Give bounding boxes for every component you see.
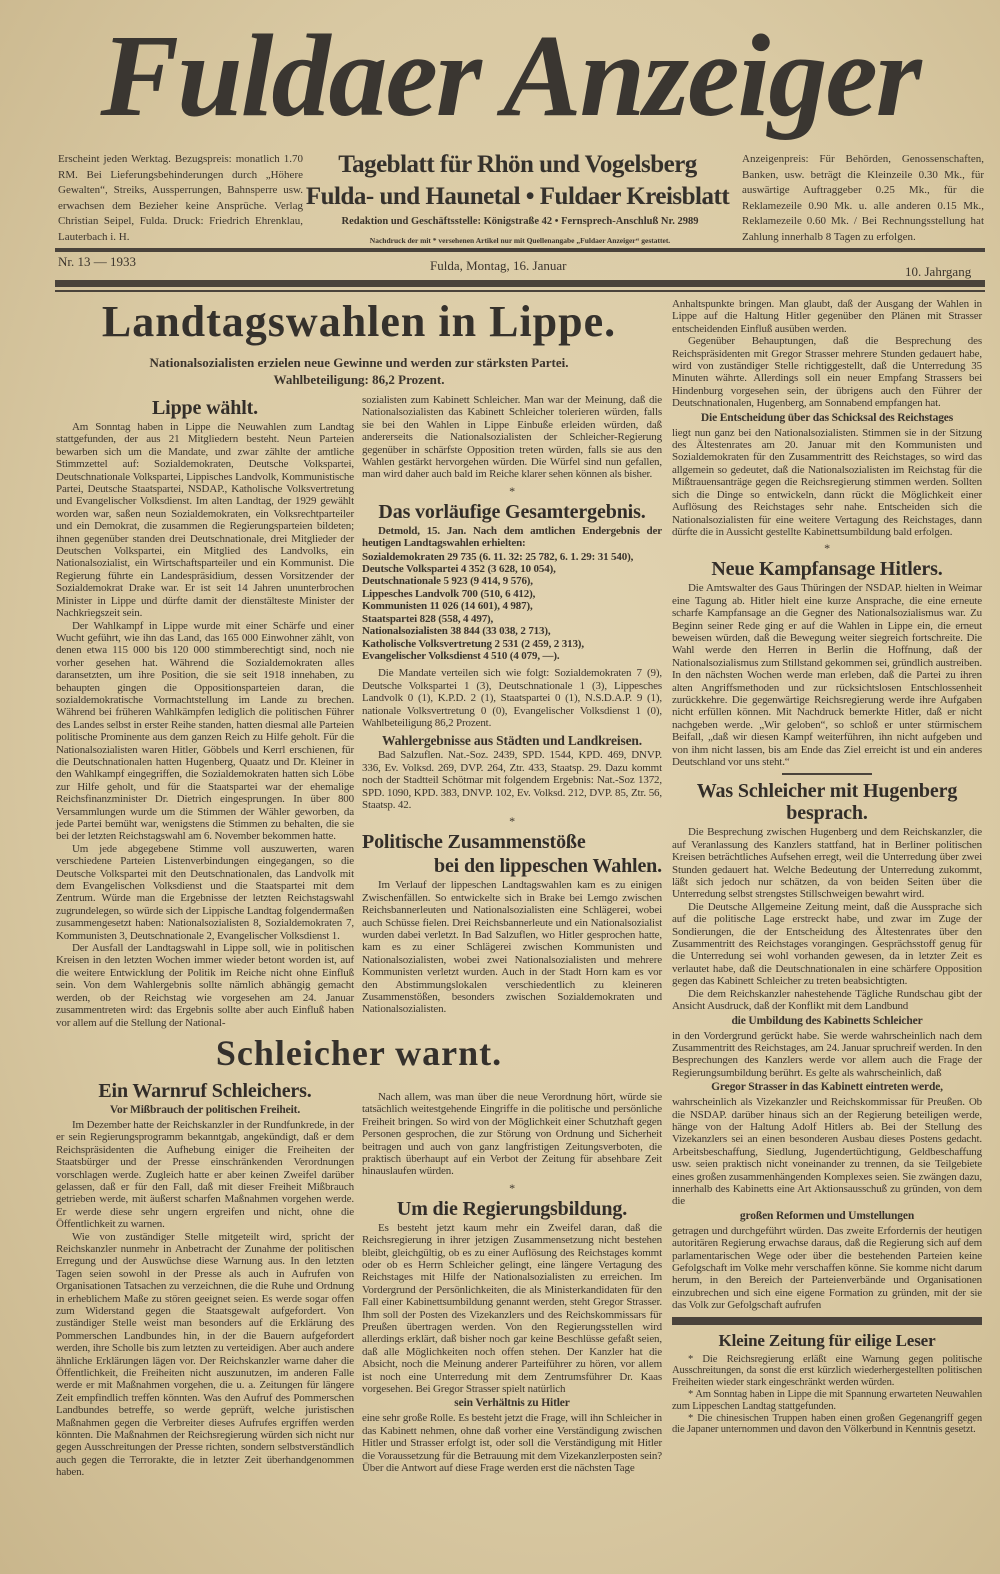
masthead-title: Fuldaer Anzeiger (100, 10, 920, 141)
column-3 (672, 298, 982, 1436)
subheading: Die Entscheidung über das Schicksal des Reichstages (700, 411, 954, 424)
second-headline: Schleicher warnt. (215, 1032, 503, 1073)
paragraph: Anhaltspunkte bringen. Man glaubt, daß der Ausgang der Wahlen in Lippe auf die Haltung Hitler gegenüber den Plänen mit Strasser entscheidenden Einfluß ausüben werden. (672, 298, 982, 335)
lead-subline-2: Wahlbeteiligung: 86,2 Prozent. (273, 372, 445, 387)
editorial-address: Redaktion und Geschäftsstelle: Königstraße 42 • Fernsprech-Anschluß Nr. 2989 (341, 216, 699, 227)
subheading: die Umbildung des Kabinetts Schleicher (731, 1014, 923, 1027)
paragraph: Die Mandate verteilen sich wie folgt: Sozialdemokraten 7 (9), Deutsche Volkspartei 1 (3), Deutschnationale 1 (3), Lippesches Landvolk 0 (1), K.P.D. 2 (1), Staatspartei 0 (1), N.S.D.A.P. 9 (1), nationale Volksvertretung 0 (0), Evangelischer Volksdienst 1 (0), Wahlbeteiligung 86,2 Prozent. (362, 667, 662, 729)
paragraph: Die Amtswalter des Gaus Thüringen der NSDAP. hielten in Weimar eine Tagung ab. Hitler hielt eine kurze Ansprache, die eine erneute scharfe Kampfansage an die Gegner des Nationalsozialismus war. Zu Beginn seiner Rede ging er auf die Wahlen in Lippe ein, die erneut beweisen würden, daß die Bewegung weiter siegreich fortschreite. Die Wahl werde den Herren in Berlin die Hoffnung, daß der Nationalsozialismus zum Stillstand gekommen sei, gründlich austreiben. In den nächsten Wochen werde man erleben, daß die Partei zu ihren alten Angriffsmethoden und zur rücksichtslosen Entschlossenheit zurückkehre. Die gegenwärtige Reichsregierung werde ihre Aufgaben nicht erfüllen können. Mit Nachdruck bemerkte Hitler, daß er nicht nachgeben werde. „Wir geloben“, so schloß er unter stürmischem Beifall, „daß wir diesen Kampf weiterführen, ihn nicht aufgeben und von ihm nicht lassen, bis am Ende das Ziel erreicht ist und ein anderes Deutschland vor uns steht.“ (672, 582, 982, 768)
divider (782, 773, 872, 775)
section-separator: * (509, 483, 515, 498)
paragraph: wahrscheinlich als Vizekanzler und Reichskommissar für Preußen. Ob die NSDAP. darüber hinaus sich an der Regierung beteiligen werde, hänge von der Haltung Adolf Hitlers ab. Bei der Stellung des Vizekanzlers sei an einen besonderen Ausbau dieses Postens gedacht. Arbeitsbeschaffung, Siedlung, Jugendertüchtigung, Geldbeschaffung usw. seien praktisch nicht voneinander zu trennen, da sie Teilgebiete eines großen zusammenhängenden Komplexes seien. Sie zwängen dazu, innerhalb des Kabinetts eine Art Aktionsausschuß zu gründen, von dem die (672, 1096, 982, 1208)
paragraph: Nach allem, was man über die neue Verordnung hört, würde sie tatsächlich weitestgehende Eingriffe in die politische und persönliche Freiheit bringen. So wird von der Möglichkeit einer Schutzhaft gegen Personen gesprochen, die zur Störung von Ordnung und Sicherheit beitragen und auch von ganz langfristigen Zeitungsverboten, die praktisch überhaupt auf ein Verbot der Zeitung für absehbare Zeit hinauslaufen würden. (362, 1090, 662, 1178)
paragraph: Wie von zuständiger Stelle mitgeteilt wird, spricht der Reichskanzler nunmehr in Anbetracht der Zunahme der politischen Erregung und der Auswüchse diese Warnung aus. In den letzten Tagen seien sowohl in der Presse als auch in Aufrufen von Organisationen Tatsachen zu verzeichnen, die die Ruhe und Ordnung in erheblichem Maße zu stören geeignet seien. Es werde sogar offen zum Widerstand gegen die Staatsgewalt aufgefordert. Von zuständiger Stelle weist man besonders auf die Erklärung des Pommerschen Landbundes hin, in der die Bauern aufgefordert werden, ihre Scholle bis zum letzten zu verteidigen. Aber auch andere ähnliche Erklärungen lägen vor. Der Reichskanzler warne daher die Öffentlichkeit, die Freiheiten nicht auszunutzen, im anderen Falle werde er mit Maßnahmen vorgehen, die u. a. Zeitungen für längere Zeit empfindlich treffen könnten. Was den Aufruf des Pommerschen Landbundes betreffe, so werde geprüft, welche juristischen Maßnahmen gegen die Verbreiter dieses Aufrufes ergriffen werden könnten. Die Maßnahmen der Reichsregierung würden sich nicht nur gegen Ausschreitungen der Presse richten, sondern selbstverständlich auch gegen die Terrorakte, die in letzter Zeit überhandgenommen haben. (56, 1230, 354, 1479)
header-rule (55, 248, 985, 252)
article-heading: Neue Kampfansage Hitlers. (711, 558, 943, 581)
article-heading: Politische Zusammenstöße (362, 831, 586, 854)
result-row: Sozialdemokraten 29 735 (6. 11. 32: 25 782, 6. 1. 29: 31 540), (362, 550, 634, 563)
paragraph: Der Wahlkampf in Lippe wurde mit einer Schärfe und einer Wucht geführt, wie ihn das Land, das 165 000 Einwohner zählt, von denen etwa 115 000 bis 120 000 stimmberechtigt sind, noch nie vorher gesehen hat. Während die Sozialdemokraten alles daransetzten, um ihre Position, die sie seit 1918 innehaben, zu behaupten gingen die Oppositionsparteien daran, die sozialdemokratische Vormachtstellung im Lande zu brechen. Während bei früheren Wahlkämpfen lediglich die politischen Führer des Landes selbst in erster Reihe standen, hatten diesmal alle Parteien politische Prominente aus dem ganzen Reich zu Hilfe geholt. Für die Nationalsozialisten waren Hitler, Göbbels und Kerrl erschienen, für die Deutschnationalen hatten Hugenberg, Quaatz und Dr. Kleiner in den Wahlkampf eingegriffen, die Sozialdemokraten hatten sich Löbe zur Hilfe geholt, und für die Staatspartei war der ehemalige Reichsfinanzminister Dr. Dietrich eingesprungen. In über 800 Versammlungen wurde um die Stimmen der Wähler geworben, da jede Partei bemüht war, wenigstens die Stimmen zu behalten, die sie bei der letzten Reichstagswahl am 6. November bekommen hatte. (56, 619, 354, 843)
subheading: sein Verhältnis zu Hitler (454, 1397, 570, 1410)
result-row: Deutschnationale 5 923 (9 414, 9 576), (362, 575, 533, 588)
subscription-info: Erscheint jeden Werktag. Bezugspreis: monatlich 1.70 RM. Bei Lieferungsbehinderungen durch „Höhere Gewalten“, Streiks, Aussperrungen, Bahnsperre usw. erwachsen dem Bezieher keine Ansprüche. Verlag Christian Seipel, Fulda. Druck: Friedrich Ehrenklau, Lauterbach i. H. (58, 153, 303, 243)
paragraph: Um jede abgegebene Stimme voll auszuwerten, waren verschiedene Parteien Listenverbindungen eingegangen, so die Deutsche Volkspartei mit den Deutschnationalen, das Landvolk mit dem Evangelischen Volksdienst und die Staatspartei mit dem Zentrum. Würde man die Ergebnisse der letzten Reichstagswahl zugrundelegen, so würde sich der Lippische Landtag folgendermaßen zusammengesetzt haben: Nationalsozialisten 8, Sozialdemokraten 7, Kommunisten 3, Deutschnationale 2, Evangelischer Volksdienst 1. (56, 842, 354, 942)
issue-number: Nr. 13 — 1933 (58, 254, 136, 269)
dateline-rule (55, 280, 985, 287)
news-brief: * Am Sonntag haben in Lippe die mit Spannung erwarteten Neuwahlen zum Lippeschen Landtag stattgefunden. (672, 1389, 982, 1412)
advertising-rates: Anzeigenpreis: Für Behörden, Genossenschaften, Banken, usw. beträgt die Kleinzeile 0.30 Mk., für auswärtige Auftraggeber 0.25 Mk., für die Reklamezeile 0.90 Mk. u. alle anderen 0.15 Mk., Reklamezeile 0.60 Mk. / Bei Rechnungsstellung hat Zahlung innerhalb 8 Tagen zu erfolgen. (742, 153, 984, 243)
column-2-bottom (362, 1077, 662, 1475)
column-2-top (362, 394, 662, 1016)
article-heading: Kleine Zeitung für eilige Leser (718, 1330, 936, 1350)
thick-divider (672, 1317, 982, 1325)
article-heading: Das vorläufige Gesamtergebnis. (378, 500, 646, 523)
news-brief: * Die Reichsregierung erläßt eine Warnung gegen politische Ausschreitungen, da sonst die erst kürzlich wiederhergestellten politischen Freiheiten wieder stark eingeschränkt werden würden. (672, 1353, 982, 1389)
paragraph: Im Dezember hatte der Reichskanzler in der Rundfunkrede, in der er sein Regierungsprogramm bekanntgab, angekündigt, daß er dem Reichspräsidenten die Aufhebung einiger die Freiheiten der Staatsbürger und der Presse einschränkenden Verordnungen vorschlagen werde. Zugleich hatte er aber keinen Zweifel darüber gelassen, daß er für den Fall, daß mit dieser Freiheit Mißbrauch getrieben werde, mit äußerst scharfen Maßnahmen vorgehen werde. Er werde diese sehr ungern ergreifen und nicht, ohne die Öffentlichkeit zu warnen. (56, 1118, 354, 1231)
lead-subline-1: Nationalsozialisten erzielen neue Gewinne und werden zur stärksten Partei. (149, 355, 569, 370)
subheading: Wahlergebnisse aus Städten und Landkreisen. (382, 733, 642, 749)
subheading: Gregor Strasser in das Kabinett eintreten werde, (711, 1081, 943, 1094)
result-row: Deutsche Volkspartei 4 352 (3 628, 10 054), (362, 563, 556, 576)
result-row: Kommunisten 11 026 (14 601), 4 987), (362, 600, 533, 613)
paragraph: liegt nun ganz bei den Nationalsozialisten. Stimmen sie in der Sitzung des Ältestenrates am 20. Januar mit den Kommunisten und Sozialdemokraten für den Zusammentritt des Reichstages, so wird das allgemein so gedeutet, daß die Nationalsozialisten im Reichstag für die Mißtrauensanträge gegen die Reichsregierung stimmen werden. Sollten sich die Dinge so entwickeln, dann rückt die Möglichkeit einer Auflösung des Reichstages sehr nahe. Entscheiden sich die Nationalsozialisten für eine weitere Vertagung des Reichstages, dann dürfte die in Aussicht gestellte Kabinettsumbildung bald erfolgen. (672, 426, 982, 538)
section-separator: * (509, 1180, 515, 1195)
article-heading: Was Schleicher mit Hugenberg besprach. (696, 780, 958, 825)
result-row: Lippesches Landvolk 700 (510, 6 412), (362, 587, 536, 600)
article-heading: Lippe wählt. (151, 397, 258, 419)
dateline-rule-thin (55, 290, 985, 292)
lead-headline: Landtagswahlen in Lippe. (101, 297, 617, 346)
subheading: Vor Mißbrauch der politischen Freiheit. (109, 1103, 301, 1116)
paragraph: Die Besprechung zwischen Hugenberg und dem Reichskanzler, die auf Veranlassung des Kanzlers stattfand, hat in Berliner politischen Kreisen beträchtliches Aufsehen erregt, weil die Unterredung über zwei Stunden gedauert hat. Welche Bedeutung der Unterredung zukommt, läßt sich jedoch nur schätzen, da von beiden Seiten über die Unterredung selbst strengstes Stillschweigen bewahrt wird. (672, 826, 982, 901)
result-row: Evangelischer Volksdienst 4 510 (4 079, —). (362, 649, 560, 662)
paragraph: Die Deutsche Allgemeine Zeitung meint, daß die Aussprache sich auf die politische Lage erstreckt habe, und zwar im Zuge der Sondierungen, die der Entscheidung des Ältestenrates über den Zusammentritt des Reichstages vorangingen. Gesprächsstoff genug für die Unterredung sei wohl vorhanden gewesen, da in letzter Zeit es verlautet habe, daß die Deutschnationalen in eine schärfere Opposition gegen das Kabinett Schleicher zu treten beabsichtigten. (672, 900, 982, 988)
paragraph: Es besteht jetzt kaum mehr ein Zweifel daran, daß die Reichsregierung in ihrer jetzigen Zusammensetzung nicht bestehen bleibt, gleichgültig, ob es zu einer Auflösung des Reichstages kommt oder ob es Herrn Schleicher gelingt, eine längere Vertagung des Reichstages mit Hilfe der Nationalsozialisten zu erreichen. Im Vordergrund der Persönlichkeiten, die als Ministerkandidaten für den Fall einer Kabinettsumbildung genannt werden, steht Gregor Strasser. Ihm soll der Posten des Vizekanzlers und des Reichskommissars für Preußen übertragen werden. Von den Regierungsstellen wird allerdings erklärt, daß bisher noch gar keine Beschlüsse gefaßt seien, daß alle Möglichkeiten noch offen stehen. Der Kanzler hat die Absicht, noch die Meinung anderer Parteiführer zu hören, vor allem ist noch eine Unterredung mit dem Zentrumsführer Dr. Kaas vorgesehen. Bei Gregor Strasser spielt natürlich (362, 1221, 662, 1396)
reprint-notice: Nachdruck der mit * versehenen Artikel nur mit Quellenangabe „Fuldaer Anzeiger“ gestattet. (369, 236, 671, 245)
paragraph: Bad Salzuflen. Nat.-Soz. 2439, SPD. 1544, KPD. 469, DNVP. 336, Ev. Volksd. 269, DVP. 264, Ztr. 433, Staatsp. 29. Dazu kommt noch der Stadtteil Schötmar mit folgendem Ergebnis: Nat.-Soz 1372, SPD. 1090, KPD. 383, DNVP. 102, Ev. Volksd. 212, DVP. 85, Ztr. 56, Staatsp. 42. (362, 749, 662, 811)
paragraph: eine sehr große Rolle. Es besteht jetzt die Frage, will ihn Schleicher in das Kabinett nehmen, ohne daß vorher eine Verständigung zwischen Hitler und Strasser erfolgt ist, oder soll die Verständigung mit Hitler die Voraussetzung für die Betrauung mit dem Vizekanzlerposten sein? Über die Antwort auf diese Frage werden erst die nächsten Tage (362, 1412, 662, 1475)
paragraph: Gegenüber Behauptungen, daß die Besprechung des Reichspräsidenten mit Gregor Strasser mehrere Stunden gedauert habe, wird von zuständiger Stelle richtiggestellt, daß die Unterredung 35 Minuten währte. Allerdings soll ein neuer Empfang Strassers bei Hindenburg vorgesehen sein, der übrigens auch den Führer der Deutschnationalen, Hugenberg, am Sonnabend empfangen hat. (672, 335, 982, 410)
volume: 10. Jahrgang (905, 264, 972, 279)
result-row: Staatspartei 828 (558, 4 497), (362, 612, 494, 625)
lead-section (56, 296, 662, 1479)
column-1-bottom (56, 1077, 354, 1479)
result-row: Katholische Volksvertretung 2 531 (2 459, 2 313), (362, 637, 584, 650)
subheading: großen Reformen und Umstellungen (739, 1209, 915, 1222)
paragraph: Der Ausfall der Landtagswahl in Lippe soll, wie in politischen Kreisen in den letzten Wochen immer wieder betont worden ist, auf die weitere Entwicklung der Politik im Reiche nicht ohne Einfluß sein. Von dem Wahlergebnis sollte nämlich abhängig gemacht werden, ob der Reichstag wie vorgesehen am 24. Januar zusammentreten wird: das Ergebnis sollte aber auch Einfluß haben vor allem auf die Stellung der National- (56, 942, 354, 1029)
issue-date: Fulda, Montag, 16. Januar (430, 258, 567, 273)
paragraph: sozialisten zum Kabinett Schleicher. Man war der Meinung, daß die Nationalsozialisten das Kabinett Schleicher tolerieren würden, falls sie bei den Wahlen in Lippe Einbuße erleiden würden, daß andererseits die Nationalsozialisten der Schleicher-Regierung gegenüber in schärfste Opposition treten würden, falls sie aus den Wahlen gestärkt hervorgehen würden. Die Würfel sind nun gefallen, man wird daher auch bald im Reiche klarer sehen können als bisher. (362, 394, 662, 481)
column-1-top (56, 394, 354, 1029)
paragraph: Am Sonntag haben in Lippe die Neuwahlen zum Landtag stattgefunden, der aus 21 Mitgliedern besteht. Neun Parteien bewarben sich um die Mandate, und zwar zählte der amtliche Stimmzettel auf: Sozialdemokraten, Deutsche Volkspartei, Deutschnationale Volkspartei, Lippisches Landvolk, Kommunistische Partei, Deutsche Staatspartei, NSDAP., Katholische Volksvertretung und Evangelischer Volksdienst. Im alten Landtag, der 1929 gewählt worden war, saßen neun Sozialdemokraten, ein Volksrechtparteiler und ein Demokrat, die zusammen die Regierungsparteien bildeten; ihnen gegenüber standen drei Deutschnationale, drei Mitglieder der Deutschen Volkspartei, ein Mitglied des Landvolks, ein Nationalsozialist, ein Wirtschaftsparteiler und ein Kommunist. Die Regierung führte ein Landespräsidium, dessen Vorsitzender der Sozialdemokrat Drake war. Er ist seit 14 Jahren ununterbrochen Minister in Lippe und dürfte damit der dienstälteste Minister der Nachkriegszeit sein. (56, 421, 354, 620)
paragraph: in den Vordergrund gerückt habe. Sie werde wahrscheinlich nach dem Zusammentritt des Reichstages, am 24. Januar spruchreif werden. In den Besprechungen des Kanzlers werde vor allem auch die Frage der Regierungsumbildung berührt. Es gelte als wahrscheinlich, daß (672, 1029, 982, 1079)
paragraph: Die dem Reichskanzler nahestehende Tägliche Rundschau gibt der Ansicht Ausdruck, daß der Konflikt mit dem Landbund (672, 987, 982, 1013)
paragraph: getragen und durchgeführt würden. Das zweite Erfordernis der heutigen autoritären Regierung erwachse daraus, daß die Regierung sich auf dem parlamentarischen Wege oder über die bestehenden Parteien keine Gefolgschaft im Volke mehr verschaffen könne. Sie komme nicht darum herum, in den Bereich der Parteienverbände und Organisationen einzubrechen und sich eine eigene Formation zu gründen, mit der sie das Volk zur Gefolgschaft aufrufen (672, 1224, 982, 1312)
article-heading: Um die Regierungsbildung. (396, 1197, 628, 1220)
paragraph: Im Verlauf der lippeschen Landtagswahlen kam es zu einigen Zwischenfällen. So entwickelte sich in Brake bei Lemgo zwischen Reichsbannerleuten und Nationalsozialisten eine Schlägerei, wobei auch Schüsse fielen. Drei Reichsbannerleute und ein Nationalsozialist wurden dabei verletzt. In Bad Salzuflen, wo Hitler gesprochen hatte, kam es zu einer Schlägerei zwischen Kommunisten und Nationalsozialisten, wobei zwei Nationalsozialisten und mehrere Kommunisten verletzt wurden. Auch in der Stadt Horn kam es vor den Abstimmungslokalen verschiedentlich zu kleineren Zusammenstößen, besonders zwischen Sozialdemokraten und Nationalsozialisten. (362, 879, 662, 1016)
election-results-list (362, 551, 662, 663)
article-heading: bei den lippeschen Wahlen. (433, 855, 662, 878)
result-row: Nationalsozialisten 38 844 (33 038, 2 713), (362, 625, 551, 638)
tagline-1: Tageblatt für Rhön und Vogelsberg (338, 151, 697, 178)
section-separator: * (824, 541, 830, 556)
article-heading: Ein Warnruf Schleichers. (98, 1079, 312, 1102)
paragraph: Detmold, 15. Jan. Nach dem amtlichen Endergebnis der heutigen Landtagswahlen erhielten: (362, 524, 662, 550)
tagline-2: Fulda- und Haunetal • Fuldaer Kreisblatt (305, 183, 730, 210)
news-brief: * Die chinesischen Truppen haben einen großen Gegenangriff gegen die Japaner unternommen und davon den Völkerbund in Kenntnis gesetzt. (672, 1412, 982, 1436)
section-separator: * (509, 814, 515, 829)
